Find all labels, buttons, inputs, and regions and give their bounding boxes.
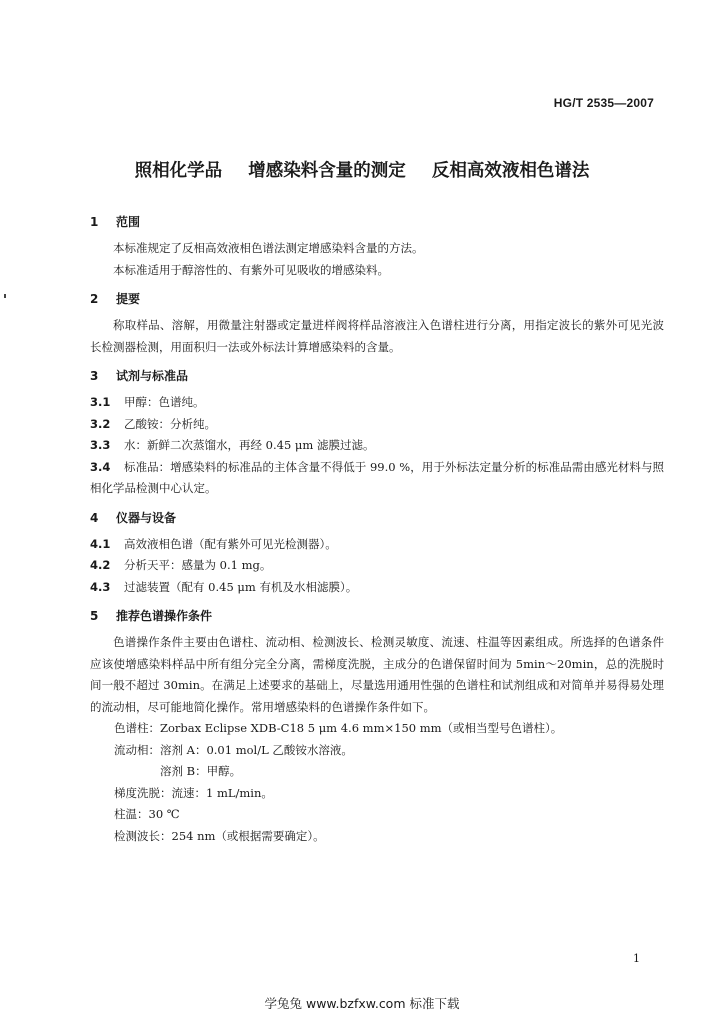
section-3-heading: 3 试剂与标准品 — [90, 369, 189, 383]
gradient-elution: 梯度洗脱：流速：1 mL/min。 — [114, 785, 273, 800]
document-body — [90, 212, 664, 847]
title-part-2: 增感染料含量的测定 — [248, 161, 406, 181]
standard-number: HG/T 2535—2007 — [553, 96, 654, 110]
item-3-1: 3.1 甲醇：色谱纯。 — [90, 395, 205, 409]
footer-watermark: 学兔兔 www.bzfxw.com 标准下载 — [264, 996, 460, 1011]
item-3-2: 3.2 乙酸铵：分析纯。 — [90, 416, 216, 431]
item-4-2: 4.2 分析天平：感量为 0.1 mg。 — [90, 558, 272, 572]
scan-speck — [4, 294, 6, 298]
title-part-3: 反相高效液相色谱法 — [431, 161, 590, 181]
detection-wavelength: 检测波长：254 nm（或根据需要确定）。 — [114, 828, 325, 843]
section-2-heading: 2 提要 — [90, 292, 141, 306]
section-1-paragraph-2: 本标准适用于醇溶性的、有紫外可见吸收的增感染料。 — [113, 262, 389, 277]
page-number: 1 — [633, 952, 640, 965]
section-4-heading: 4 仪器与设备 — [90, 510, 177, 525]
section-5-heading: 5 推荐色谱操作条件 — [90, 609, 213, 623]
item-3-4: 3.4 标准品：增感染料的标准品的主体含量不得低于 99.0 %，用于外标法定量分析的标准品需由感光材料与照相化学品检测中心认定。 — [90, 459, 664, 495]
column-temperature: 柱温：30 ℃ — [114, 807, 180, 821]
column-spec: 色谱柱：Zorbax Eclipse XDB-C18 5 μm 4.6 mm×150 mm（或相当型号色谱柱）。 — [114, 721, 563, 735]
section-1-heading: 1 范围 — [90, 215, 141, 229]
mobile-phase-a: 流动相：溶剂 A：0.01 mol/L 乙酸铵水溶液。 — [114, 742, 353, 757]
mobile-phase-b: 溶剂 B：甲醇。 — [160, 764, 242, 778]
section-5-paragraph-1: 色谱操作条件主要由色谱柱、流动相、检测波长、检测灵敏度、流速、柱温等因素组成。所选择的色谱条件应该使增感染料样品中所有组分完全分离，需梯度洗脱，主成分的色谱保留时间为 5min～20min，总的洗脱时间一般不超过 30min。在满足上述要求的基础上，尽量选用通用性强的色谱柱和试剂组成和对简单并易得易处理的流动相，尽可能地简化操作。常用增感染料的色谱操作条件如下。 — [90, 635, 664, 714]
item-3-3: 3.3 水：新鲜二次蒸馏水，再经 0.45 μm 滤膜过滤。 — [90, 438, 375, 452]
item-4-3: 4.3 过滤装置（配有 0.45 μm 有机及水相滤膜）。 — [90, 579, 358, 594]
item-4-1: 4.1 高效液相色谱（配有紫外可见光检测器）。 — [90, 536, 337, 551]
section-2-paragraph-1: 称取样品、溶解，用微量注射器或定量进样阀将样品溶液注入色谱柱进行分离，用指定波长的紫外可见光波长检测器检测，用面积归一法或外标法计算增感染料的含量。 — [90, 318, 664, 354]
section-1-paragraph-1: 本标准规定了反相高效液相色谱法测定增感染料含量的方法。 — [113, 241, 424, 255]
title-part-1: 照相化学品 — [134, 161, 223, 181]
document-title — [0, 157, 724, 182]
